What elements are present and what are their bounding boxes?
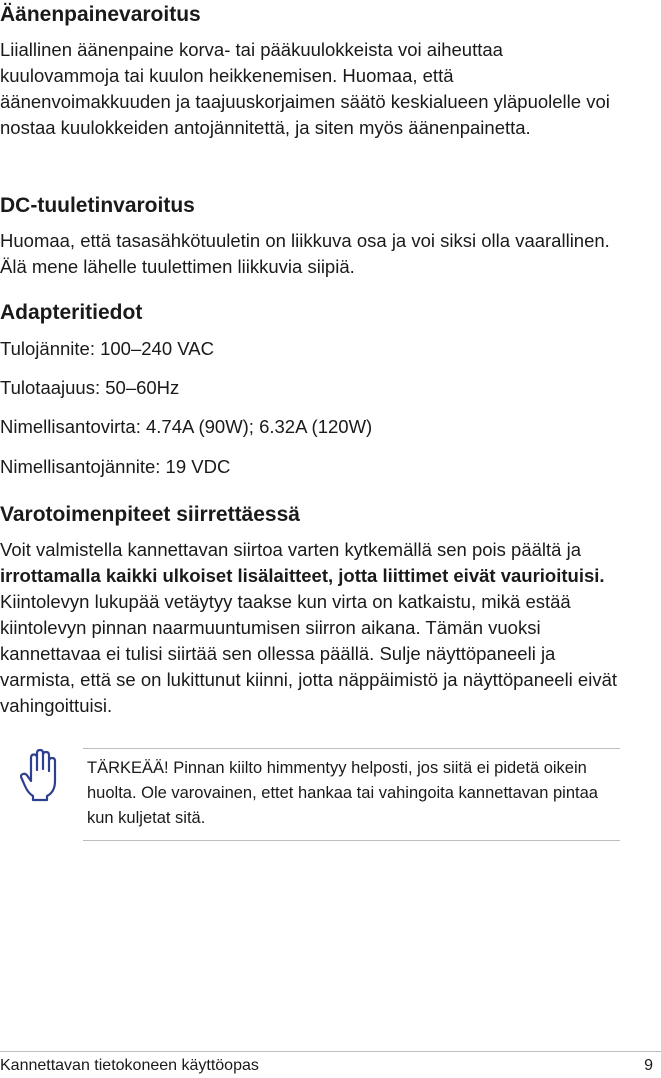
transport-heading: Varotoimenpiteet siirrettäessä xyxy=(0,503,300,526)
transport-body-start: Voit valmistella kannettavan siirtoa varten kytkemällä sen pois päältä ja xyxy=(0,539,581,560)
footer-divider xyxy=(0,1051,661,1052)
adapter-spec-output-current: Nimellisantovirta: 4.74A (90W); 6.32A (120W) xyxy=(0,416,373,437)
important-note xyxy=(83,748,620,841)
hand-warning-icon xyxy=(20,748,58,804)
adapter-spec-input-frequency: Tulotaajuus: 50–60Hz xyxy=(0,377,180,398)
fan-heading: DC-tuuletinvaroitus xyxy=(0,194,195,217)
transport-body-bold: irrottamalla kaikki ulkoiset lisälaitteet, jotta liittimet eivät vaurioituisi. xyxy=(0,565,605,586)
transport-body-end: Kiintolevyn lukupää vetäytyy taakse kun virta on katkaistu, mikä estää kiintolevyn pinnan naarmuuntumisen siirron aikana. Tämän vuoksi kannettavaa ei tulisi siirtää sen ollessa päällä. Sulje näyttöpaneeli ja varmista, että se on lukittunut kiinni, jotta näppäimistö ja näyttöpaneeli eivät vahingoittuisi. xyxy=(0,591,618,716)
page-number: 9 xyxy=(644,1057,653,1074)
transport-body xyxy=(0,537,622,719)
adapter-heading: Adapteritiedot xyxy=(0,301,143,324)
footer-title: Kannettavan tietokoneen käyttöopas xyxy=(0,1057,259,1074)
adapter-spec-output-voltage: Nimellisantojännite: 19 VDC xyxy=(0,456,231,477)
noise-body: Liiallinen äänenpaine korva- tai pääkuulokkeista voi aiheuttaa kuulovammoja tai kuulon heikkenemisen. Huomaa, että äänenvoimakkuuden ja taajuuskorjaimen säätö keskialueen yläpuolelle voi nostaa kuulokkeiden antojännitettä, ja siten myös äänenpainetta. xyxy=(0,39,610,138)
fan-body: Huomaa, että tasasähkötuuletin on liikkuva osa ja voi siksi olla vaarallinen. Älä mene lähelle tuulettimen liikkuvia siipiä. xyxy=(0,230,610,277)
noise-heading: Äänenpainevaroitus xyxy=(0,3,201,26)
adapter-spec-input-voltage: Tulojännite: 100–240 VAC xyxy=(0,338,214,359)
important-note-text: TÄRKEÄÄ! Pinnan kiilto himmentyy helposti, jos siitä ei pidetä oikein huolta. Ole varovainen, ettet hankaa tai vahingoita kannettavan pintaa kun kuljetat sitä. xyxy=(87,759,598,827)
